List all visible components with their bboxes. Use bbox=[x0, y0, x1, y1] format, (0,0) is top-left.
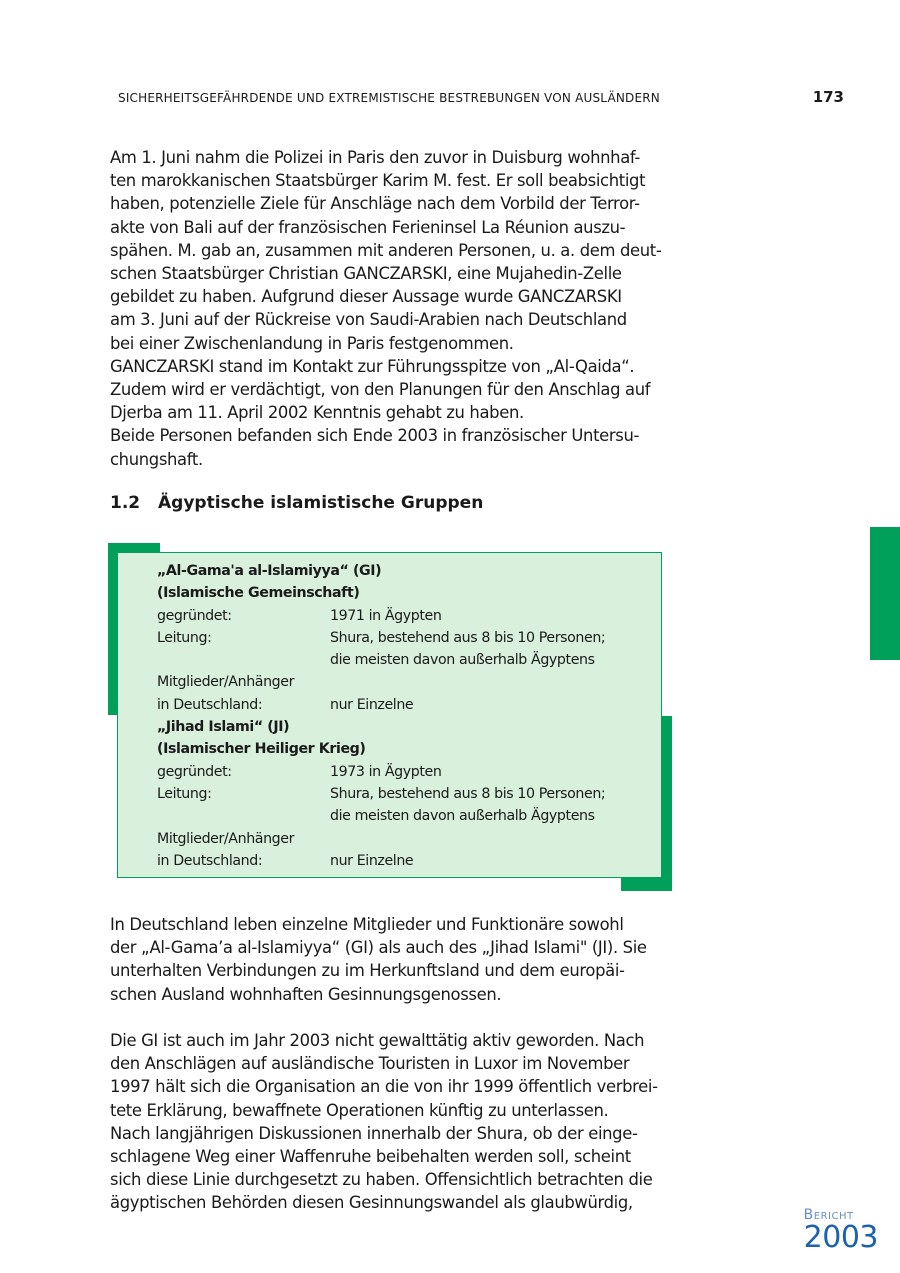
leadership-value-cont: die meisten davon außerhalb Ägyptens bbox=[330, 652, 595, 669]
leadership-label: Leitung: bbox=[157, 785, 212, 802]
leadership-value: Shura, bestehend aus 8 bis 10 Personen; bbox=[330, 785, 606, 802]
text-line: GANCZARSKI stand im Kontakt zur Führungsspitze von „Al-Qaida“. bbox=[110, 356, 635, 376]
text-line: unterhalten Verbindungen zu im Herkunftsland und dem europäi- bbox=[110, 961, 625, 981]
text-line: spähen. M. gab an, zusammen mit anderen Personen, u. a. dem deut- bbox=[110, 240, 662, 260]
leadership-value: Shura, bestehend aus 8 bis 10 Personen; bbox=[330, 629, 606, 646]
paragraph-karim-m bbox=[110, 146, 675, 471]
text-line: ten marokkanischen Staatsbürger Karim M. fest. Er soll beabsichtigt bbox=[110, 171, 646, 191]
members-label-cont: in Deutschland: bbox=[157, 852, 263, 869]
org-translation: (Islamische Gemeinschaft) bbox=[157, 585, 360, 602]
text-line: schen Ausland wohnhaften Gesinnungsgenossen. bbox=[110, 984, 502, 1004]
members-label-cont: in Deutschland: bbox=[157, 696, 263, 713]
members-row-cont bbox=[157, 694, 630, 716]
text-line: ägyptischen Behörden diesen Gesinnungswandel als glaubwürdig, bbox=[110, 1193, 633, 1213]
report-logo bbox=[804, 1207, 878, 1253]
logo-year: 2003 bbox=[803, 1220, 878, 1255]
text-line: Djerba am 11. April 2002 Kenntnis gehabt zu haben. bbox=[110, 403, 524, 423]
org-name: „Al-Gama'a al-Islamiyya“ (GI) bbox=[157, 563, 382, 579]
text-line: akte von Bali auf der französischen Ferieninsel La Réunion auszu- bbox=[110, 217, 626, 237]
leadership-row-cont bbox=[157, 649, 630, 671]
text-line: chungshaft. bbox=[110, 449, 203, 469]
founded-value: 1971 in Ägypten bbox=[330, 607, 442, 624]
running-header-title: SICHERHEITSGEFÄHRDENDE UND EXTREMISTISCHE BESTREBUNGEN VON AUSLÄNDERN bbox=[118, 91, 660, 105]
text-line: Nach langjährigen Diskussionen innerhalb der Shura, ob der einge- bbox=[110, 1123, 638, 1143]
text-line: schen Staatsbürger Christian GANCZARSKI, eine Mujahedin-Zelle bbox=[110, 264, 622, 284]
text-line: Zudem wird er verdächtigt, von den Planungen für den Anschlag auf bbox=[110, 380, 651, 400]
text-line: In Deutschland leben einzelne Mitglieder und Funktionäre sowohl bbox=[110, 915, 624, 934]
paragraph-members-germany bbox=[110, 913, 675, 1006]
members-value: nur Einzelne bbox=[330, 852, 414, 869]
members-label: Mitglieder/Anhänger bbox=[157, 830, 295, 847]
logo-word: Bericht bbox=[803, 1207, 854, 1223]
section-title: Ägyptische islamistische Gruppen bbox=[158, 493, 484, 513]
running-header bbox=[118, 90, 678, 105]
text-line: gebildet zu haben. Aufgrund dieser Aussage wurde GANCZARSKI bbox=[110, 287, 622, 307]
founded-label: gegründet: bbox=[157, 763, 232, 780]
members-row-cont bbox=[157, 850, 630, 872]
text-line: bei einer Zwischenlandung in Paris festgenommen. bbox=[110, 333, 514, 353]
chapter-tab-marker bbox=[870, 527, 900, 660]
text-line: der „Al-Gama’a al-Islamiyya“ (GI) als auch des „Jihad Islami" (JI). Sie bbox=[110, 938, 647, 958]
text-line: den Anschlägen auf ausländische Touristen in Luxor im November bbox=[110, 1054, 630, 1074]
members-row bbox=[157, 828, 630, 850]
section-number: 1.2 bbox=[110, 493, 141, 513]
paragraph-gi-activity bbox=[110, 1029, 675, 1215]
leadership-row bbox=[157, 627, 630, 649]
leadership-value-cont: die meisten davon außerhalb Ägyptens bbox=[330, 808, 595, 825]
text-line: sich diese Linie durchgesetzt zu haben. Offensichtlich betrachten die bbox=[110, 1170, 653, 1190]
leadership-row-cont bbox=[157, 805, 630, 827]
members-value: nur Einzelne bbox=[330, 696, 414, 713]
page-number: 173 bbox=[812, 88, 844, 106]
founded-value: 1973 in Ägypten bbox=[330, 763, 442, 780]
founded-label: gegründet: bbox=[157, 607, 232, 624]
org-translation: (Islamischer Heiliger Krieg) bbox=[157, 741, 366, 758]
section-heading bbox=[110, 493, 483, 513]
text-line: am 3. Juni auf der Rückreise von Saudi-Arabien nach Deutschland bbox=[110, 310, 627, 330]
text-line: haben, potenzielle Ziele für Anschläge nach dem Vorbild der Terror- bbox=[110, 194, 640, 214]
org-name: „Jihad Islami“ (JI) bbox=[157, 719, 290, 736]
text-line: Die GI ist auch im Jahr 2003 nicht gewalttätig aktiv geworden. Nach bbox=[110, 1031, 645, 1050]
text-line: Am 1. Juni nahm die Polizei in Paris den zuvor in Duisburg wohnhaf- bbox=[110, 148, 640, 167]
founded-row bbox=[157, 605, 630, 627]
text-line: Beide Personen befanden sich Ende 2003 in französischer Untersu- bbox=[110, 426, 640, 446]
org-gi-profile bbox=[157, 560, 630, 872]
members-label: Mitglieder/Anhänger bbox=[157, 674, 295, 691]
leadership-row bbox=[157, 783, 630, 805]
members-row bbox=[157, 671, 630, 693]
leadership-label: Leitung: bbox=[157, 629, 212, 646]
text-line: tete Erklärung, bewaffnete Operationen künftig zu unterlassen. bbox=[110, 1100, 609, 1120]
text-line: 1997 hält sich die Organisation an die von ihr 1999 öffentlich verbrei- bbox=[110, 1077, 658, 1097]
text-line: schlagene Weg einer Waffenruhe beibehalten werden soll, scheint bbox=[110, 1147, 631, 1167]
founded-row bbox=[157, 761, 630, 783]
